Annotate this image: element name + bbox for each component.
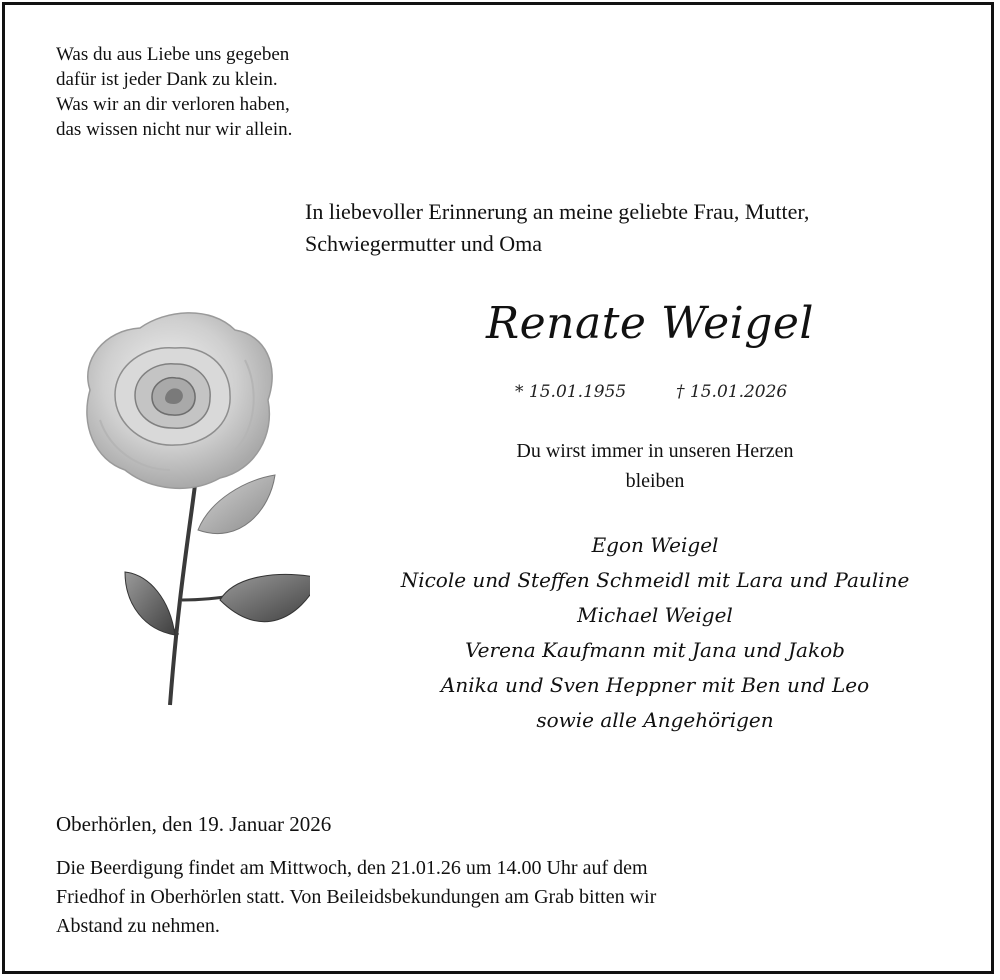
poem-line: das wissen nicht nur wir allein. (56, 119, 293, 140)
mourner-line: Egon Weigel (591, 533, 719, 557)
funeral-info (56, 854, 656, 941)
motto-line: bleiben (625, 470, 685, 492)
death-date: † 15.01.2026 (676, 382, 788, 402)
mourner-line: sowie alle Angehörigen (536, 708, 774, 732)
birth-date: * 15.01.1955 (515, 382, 627, 402)
funeral-line: Friedhof in Oberhörlen statt. Von Beileidsbekundungen am Grab bitten wir (56, 886, 657, 908)
intro-line: In liebevoller Erinnerung an meine geliebte Frau, Mutter, (305, 199, 810, 224)
motto-line: Du wirst immer in unseren Herzen (516, 440, 794, 462)
poem-line: dafür ist jeder Dank zu klein. (56, 69, 278, 90)
intro-text (305, 196, 809, 260)
poem-line: Was wir an dir verloren haben, (56, 94, 290, 115)
deceased-name: Renate Weigel (486, 298, 814, 349)
funeral-line: Die Beerdigung findet am Mittwoch, den 21.01.26 um 14.00 Uhr auf dem (56, 857, 648, 879)
mourner-line: Nicole und Steffen Schmeidl mit Lara und Pauline (400, 568, 910, 592)
poem (56, 42, 292, 142)
rose-icon (70, 300, 310, 720)
mourner-line: Verena Kaufmann mit Jana und Jakob (465, 638, 845, 662)
mourner-line: Anika und Sven Heppner mit Ben und Leo (440, 673, 870, 697)
intro-line: Schwiegermutter und Oma (305, 231, 543, 256)
motto (455, 436, 855, 496)
poem-line: Was du aus Liebe uns gegeben (56, 44, 290, 65)
mourner-line: Michael Weigel (577, 603, 733, 627)
place-date: Oberhörlen, den 19. Januar 2026 (56, 812, 332, 836)
mourners-list (355, 528, 955, 738)
funeral-line: Abstand zu nehmen. (56, 915, 220, 937)
